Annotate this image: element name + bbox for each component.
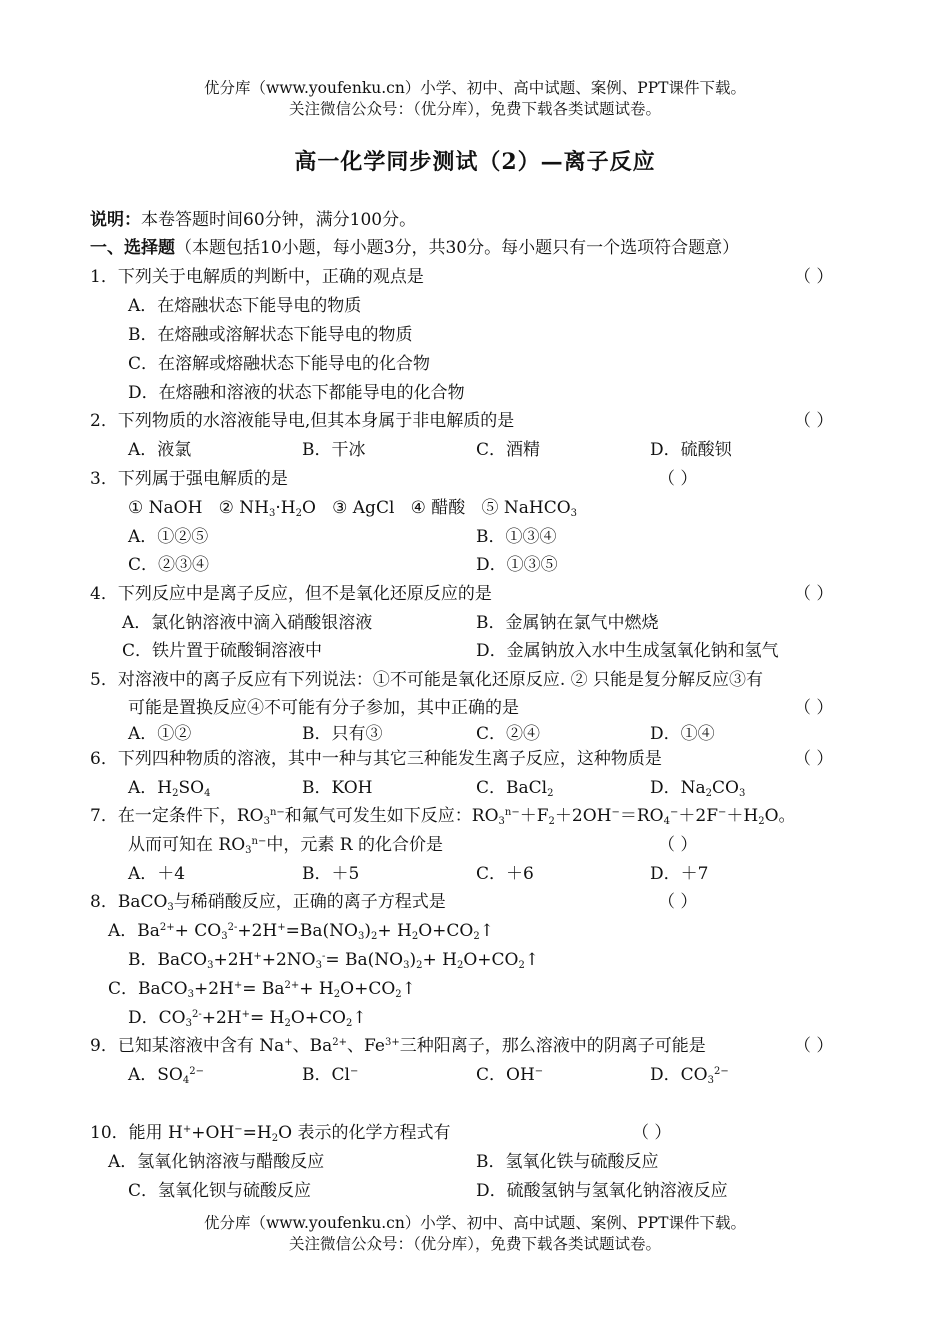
header-line-1: 优分库（www.youfenku.cn）小学、初中、高中试题、案例、PPT课件下载。 (203, 79, 747, 97)
q4-stem: 下列反应中是离子反应，但不是氧化还原反应的是 (117, 584, 492, 604)
q7-option-b: B．＋5 (302, 864, 360, 884)
page-title: 高一化学同步测试（2）—离子反应 (294, 149, 656, 175)
q2-option-d: D．硫酸钡 (650, 440, 732, 460)
header-line-2: 关注微信公众号：（优分库），免费下载各类试题试卷。 (288, 100, 661, 118)
q1-option-c: C．在溶解或熔融状态下能导电的化合物 (128, 354, 431, 374)
q9-option-d: D．$CO_3^{2-}$ (650, 1065, 729, 1086)
q5-option-d: D．①④ (650, 724, 715, 744)
q9-number: 9． (90, 1036, 118, 1056)
q10-option-c: C．氢氧化钡与硫酸反应 (128, 1181, 312, 1201)
q8-option-a: A．$Ba^{2+}+ CO_3^{2-}+2H^+=Ba(NO_3)_2+$ $H_2O+CO_2↑$ (108, 921, 494, 942)
q5-option-c: C．②④ (476, 724, 541, 744)
q3-item-4: ④ 醋酸 (410, 498, 466, 518)
q7-stem: 在一定条件下，$RO_3^{n-}$和氟气可发生如下反应：$RO_3^{n-}+F_2+2OH^-=RO_4^-+2F^-+H_2O$。 (117, 806, 796, 827)
q8-option-d: D．$CO_3^{2-}+2H^+=$ $H_2O+CO_2↑$ (128, 1008, 367, 1029)
q3-item-5: ⑤ NaHCO$_3$ (481, 498, 578, 519)
footer-line-2: 关注微信公众号：（优分库），免费下载各类试题试卷。 (288, 1235, 661, 1253)
q3-option-c: C．②③④ (128, 555, 210, 575)
question-8 (90, 891, 446, 913)
q7-option-c: C．＋6 (476, 864, 534, 884)
q2-option-c: C．酒精 (476, 440, 541, 460)
note-line (90, 209, 416, 231)
q7-stem-line-2: 从而可知在 $RO_3^{n-}$中，元素 R 的化合价是 (128, 835, 443, 856)
section-desc: （本题包括10小题，每小题3分，共30分。每小题只有一个选项符合题意） (175, 238, 740, 258)
q9-option-a: A．$SO_4^{2-}$ (128, 1065, 204, 1086)
footer-line-1: 优分库（www.youfenku.cn）小学、初中、高中试题、案例、PPT课件下载。 (203, 1214, 747, 1232)
note-label: 说明： (90, 210, 141, 230)
question-2 (90, 410, 514, 432)
q1-option-d: D．在熔融和溶液的状态下都能导电的化合物 (128, 383, 465, 403)
q3-item-1: ① NaOH (128, 498, 203, 518)
q3-number: 3． (90, 469, 118, 489)
q9-option-c: C．OH− (476, 1065, 544, 1085)
q4-option-b: B．金属钠在氯气中燃烧 (476, 613, 659, 633)
q7-number: 7． (90, 806, 118, 826)
q4-option-c: C．铁片置于硫酸铜溶液中 (122, 641, 323, 661)
q1-stem: 下列关于电解质的判断中，正确的观点是 (117, 267, 424, 287)
q1-answer-blank[interactable]: （ ） (794, 267, 834, 287)
q9-answer-blank[interactable]: （ ） (794, 1036, 834, 1056)
question-3 (90, 468, 288, 490)
q6-answer-blank[interactable]: （ ） (794, 749, 834, 769)
q3-stem: 下列属于强电解质的是 (117, 469, 288, 489)
q3-item-3: ③ AgCl (332, 498, 395, 518)
q7-option-d: D．＋7 (650, 864, 709, 884)
q8-option-c: C．BaCO$_3$+2H+= $Ba^{2+}+$ $H_2O+CO_2↑$ (108, 979, 416, 1000)
q5-option-b: B．只有③ (302, 724, 383, 744)
q8-stem: BaCO$_3$与稀硝酸反应，正确的离子方程式是 (117, 892, 446, 913)
q2-number: 2． (90, 411, 118, 431)
q1-option-b: B．在熔融或溶解状态下能导电的物质 (128, 325, 413, 345)
question-1 (90, 266, 424, 288)
q7-option-a: A．＋4 (128, 864, 186, 884)
q3-option-d: D．①③⑤ (476, 555, 558, 575)
q3-answer-blank[interactable]: （ ） (658, 469, 698, 489)
q1-option-a: A．在熔融状态下能导电的物质 (128, 296, 362, 316)
q3-items (128, 497, 577, 519)
q4-option-d: D．金属钠放入水中生成氢氧化钠和氢气 (476, 641, 779, 661)
q2-option-a: A．液氯 (128, 440, 192, 460)
section-label: 一、选择题 (90, 238, 175, 258)
question-6 (90, 748, 662, 770)
q10-option-d: D．硫酸氢钠与氢氧化钠溶液反应 (476, 1181, 728, 1201)
note-text: 本卷答题时间60分钟，满分100分。 (141, 210, 417, 230)
q8-number: 8． (90, 892, 118, 912)
q6-number: 6． (90, 749, 118, 769)
q5-number: 5． (90, 670, 118, 690)
q8-option-b: B．$BaCO_3+2H^++2NO_3^-= Ba(NO_3)_2+$ $H_2O+CO_2↑$ (128, 950, 540, 971)
q8-answer-blank[interactable]: （ ） (658, 892, 698, 912)
q6-option-c: C．BaCl$_2$ (476, 778, 554, 799)
question-10 (90, 1122, 450, 1144)
q5-answer-blank[interactable]: （ ） (794, 698, 834, 718)
section-heading (90, 237, 739, 259)
question-5 (90, 669, 763, 691)
q6-option-a: A．$H_2SO_4$ (128, 778, 211, 799)
q5-option-a: A．①② (128, 724, 192, 744)
q9-option-b: B．Cl− (302, 1065, 359, 1085)
q6-option-d: D．$Na_2CO_3$ (650, 778, 746, 799)
q2-stem: 下列物质的水溶液能导电,但其本身属于非电解质的是 (117, 411, 515, 431)
q1-number: 1． (90, 267, 118, 287)
q10-stem: 能用 $H^++OH^-=H_2O$ 表示的化学方程式有 (128, 1123, 451, 1144)
q6-stem: 下列四种物质的溶液，其中一种与其它三种能发生离子反应，这种物质是 (117, 749, 662, 769)
q3-option-a: A．①②⑤ (128, 527, 209, 547)
q10-number: 10． (90, 1123, 129, 1143)
q3-option-b: B．①③④ (476, 527, 557, 547)
q3-item-2: ② $NH_3\cdot H_2O$ (218, 498, 316, 519)
q4-answer-blank[interactable]: （ ） (794, 584, 834, 604)
question-9 (90, 1035, 706, 1057)
q2-option-b: B．干冰 (302, 440, 366, 460)
question-7 (90, 805, 796, 827)
question-4 (90, 583, 492, 605)
q9-stem: 已知某溶液中含有 Na+、$Ba^{2+}$、$Fe^{3+}$三种阳离子，那么溶液中的阴离子可能是 (117, 1036, 706, 1056)
q10-option-a: A．氢氧化钠溶液与醋酸反应 (108, 1152, 325, 1172)
q4-option-a: A．氯化钠溶液中滴入硝酸银溶液 (122, 613, 373, 633)
q4-number: 4． (90, 584, 118, 604)
q5-stem-line-2: 可能是置换反应④不可能有分子参加，其中正确的是 (128, 698, 519, 718)
q5-stem: 对溶液中的离子反应有下列说法：①不可能是氧化还原反应. ② 只能是复分解反应③有 (117, 670, 764, 690)
q10-option-b: B．氢氧化铁与硫酸反应 (476, 1152, 659, 1172)
q2-answer-blank[interactable]: （ ） (794, 411, 834, 431)
q6-option-b: B．KOH (302, 778, 373, 798)
q7-answer-blank[interactable]: （ ） (658, 835, 698, 855)
q10-answer-blank[interactable]: （ ） (632, 1123, 672, 1143)
